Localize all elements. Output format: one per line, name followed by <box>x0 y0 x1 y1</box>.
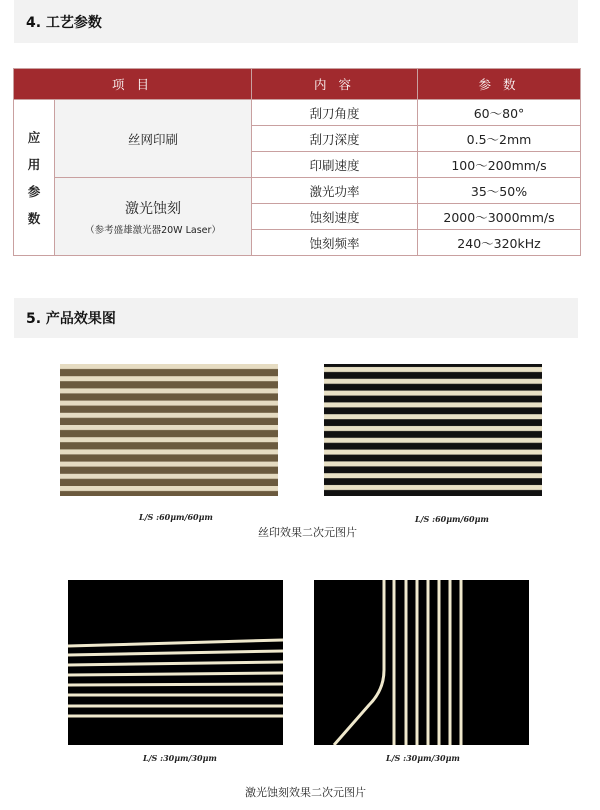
section-5-title: 5. 产品效果图 <box>26 311 116 327</box>
header-item: 项 目 <box>14 69 252 100</box>
group-sub: （参考盛雄激光器20W Laser） <box>85 224 221 236</box>
category-char: 用 <box>27 156 41 172</box>
table-row <box>14 100 581 126</box>
header-parameter: 参 数 <box>418 69 581 100</box>
group-laser-etching <box>55 178 252 256</box>
group-name: 激光蚀刻 <box>125 200 181 217</box>
content-cell: 激光功率 <box>252 178 418 204</box>
category-char: 应 <box>27 129 41 145</box>
screen-print-ls-label-2: L/S :60μm/60μm <box>415 514 489 524</box>
category-char: 参 <box>27 183 41 199</box>
param-cell: 100～200mm/s <box>418 152 581 178</box>
laser-caption: 激光蚀刻效果二次元图片 <box>245 786 366 799</box>
content-cell: 刮刀深度 <box>252 126 418 152</box>
table-row <box>14 178 581 204</box>
group-screen-printing <box>55 100 252 178</box>
section-4-title: 4. 工艺参数 <box>26 14 102 31</box>
param-cell: 35～50% <box>418 178 581 204</box>
laser-etch-photo-1 <box>68 580 283 745</box>
param-cell: 60～80° <box>418 100 581 126</box>
screen-print-caption: 丝印效果二次元图片 <box>258 526 357 539</box>
group-name: 丝网印刷 <box>128 131 179 147</box>
laser-ls-label-1: L/S :30μm/30μm <box>143 753 217 763</box>
category-char: 数 <box>27 210 41 226</box>
param-cell: 240～320kHz <box>418 230 581 256</box>
section-5-heading <box>14 298 578 338</box>
content-cell: 刮刀角度 <box>252 100 418 126</box>
content-cell: 印刷速度 <box>252 152 418 178</box>
process-parameters-table <box>13 68 581 256</box>
content-cell: 蚀刻速度 <box>252 204 418 230</box>
param-cell: 0.5～2mm <box>418 126 581 152</box>
header-content: 内 容 <box>252 69 418 100</box>
section-4-heading <box>14 0 578 43</box>
param-cell: 2000～3000mm/s <box>418 204 581 230</box>
content-cell: 蚀刻频率 <box>252 230 418 256</box>
laser-ls-label-2: L/S :30μm/30μm <box>386 753 460 763</box>
screen-print-photo-1 <box>60 364 278 496</box>
screen-print-ls-label-1: L/S :60μm/60μm <box>139 512 213 522</box>
table-header-row <box>14 69 581 100</box>
laser-etch-photo-2 <box>314 580 529 745</box>
screen-print-photo-2 <box>324 364 542 496</box>
category-cell <box>14 100 55 256</box>
